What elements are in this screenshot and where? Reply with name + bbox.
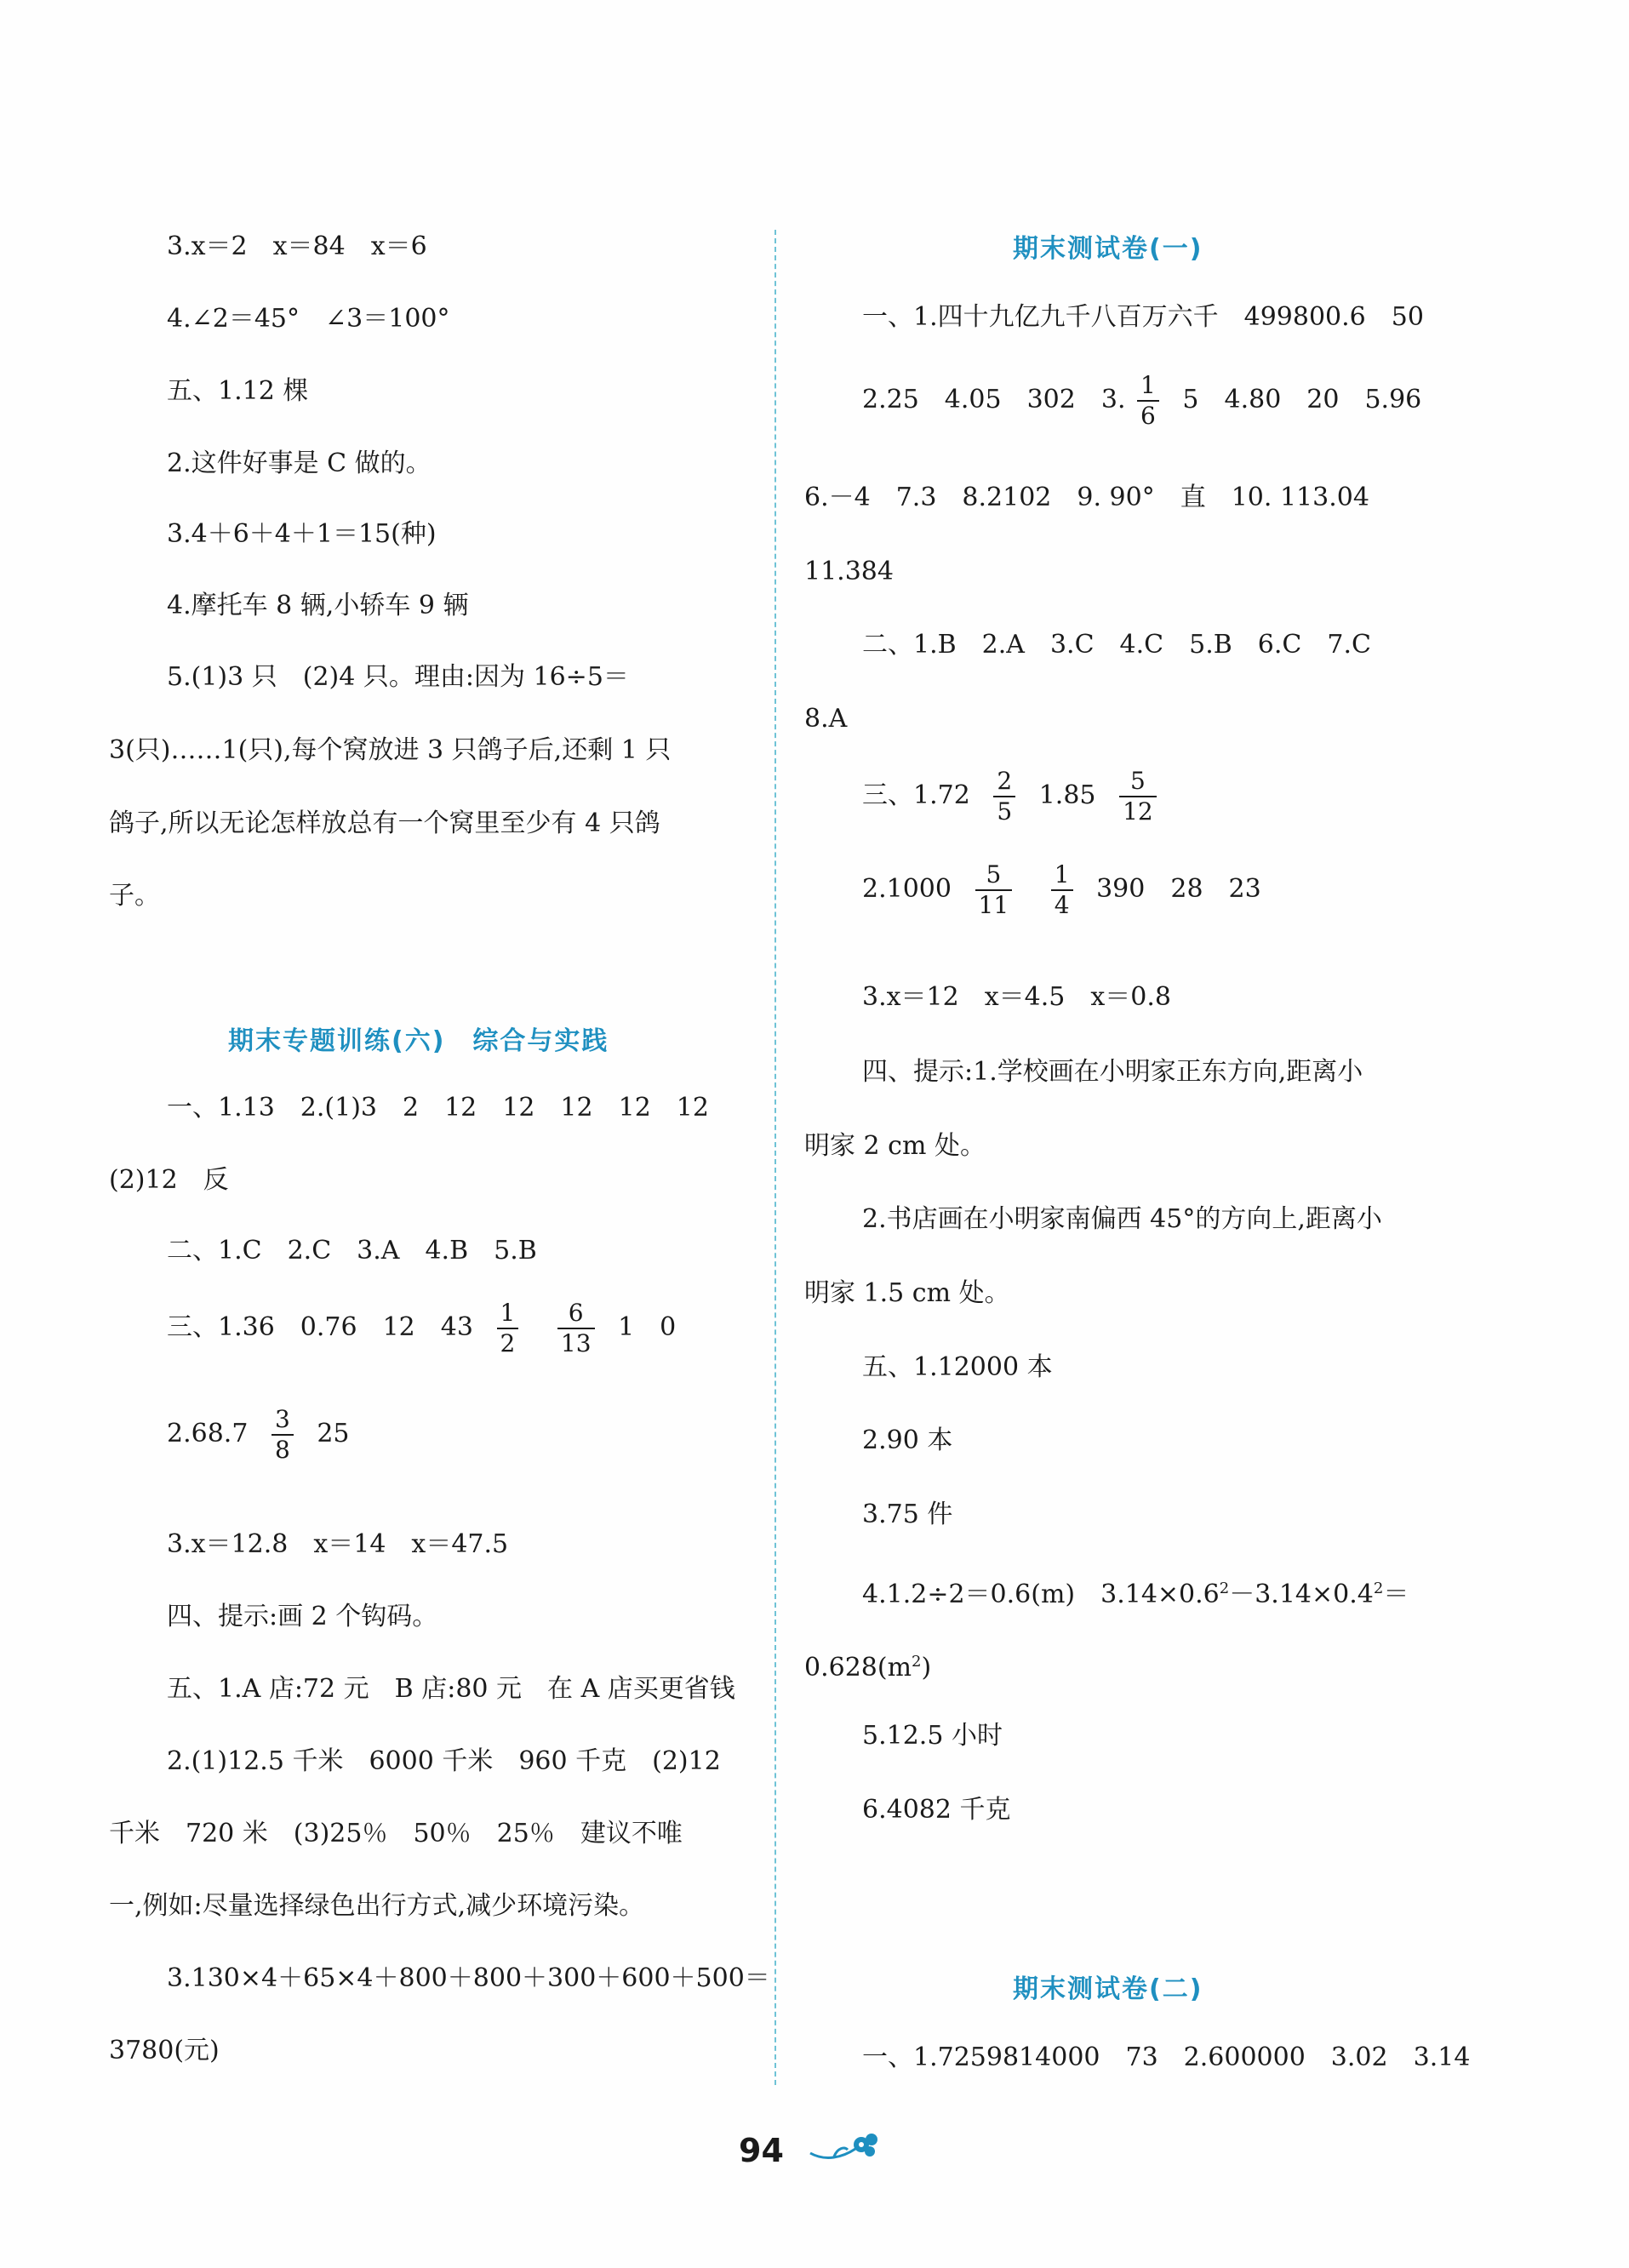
answer-line: 3780(元) xyxy=(109,2036,220,2065)
denominator: 4 xyxy=(1054,891,1070,919)
section-title: 期末专题训练(六) 综合与实践 xyxy=(228,1026,609,1056)
answer-line xyxy=(862,366,1421,434)
numerator: 1 xyxy=(1051,860,1073,891)
page-number: 94 xyxy=(739,2132,784,2169)
answer-line: 一,例如:尽量选择绿色出行方式,减少环境污染。 xyxy=(109,1891,645,1921)
answer-text: 390 28 23 xyxy=(1096,874,1261,904)
answer-line: 8.A xyxy=(804,704,848,734)
fraction xyxy=(557,1299,595,1358)
flower-ornament-icon xyxy=(809,2128,885,2174)
answer-line: 4.摩托车 8 辆,小轿车 9 辆 xyxy=(167,591,469,620)
answer-line: 一、1.7259814000 73 2.600000 3.02 3.14 xyxy=(862,2042,1471,2072)
answer-text: 1.85 xyxy=(1038,780,1096,810)
answer-text: －3.14×0.4 xyxy=(1229,1580,1374,1609)
answer-text: 2.1000 xyxy=(862,874,952,904)
answer-line xyxy=(804,1645,931,1685)
numerator: 1 xyxy=(497,1299,519,1329)
fraction xyxy=(993,767,1015,826)
fraction xyxy=(1051,860,1073,920)
answer-line xyxy=(167,1294,676,1362)
answer-line: 明家 2 cm 处。 xyxy=(804,1131,986,1161)
answer-text: 1 0 xyxy=(618,1312,677,1342)
numerator: 5 xyxy=(1119,767,1157,797)
answer-text: 2.68.7 xyxy=(167,1419,249,1448)
fraction xyxy=(497,1299,519,1358)
answer-text: 25 xyxy=(317,1419,350,1448)
denominator: 6 xyxy=(1140,402,1156,430)
answer-line: 11.384 xyxy=(804,557,894,586)
answer-line: 一、1.13 2.(1)3 2 12 12 12 12 12 xyxy=(167,1093,709,1123)
answer-line xyxy=(862,762,1172,830)
numerator: 5 xyxy=(975,860,1013,891)
answer-line xyxy=(862,1572,1409,1612)
answer-line: 二、1.B 2.A 3.C 4.C 5.B 6.C 7.C xyxy=(862,630,1371,660)
answer-line: (2)12 反 xyxy=(109,1165,229,1195)
answer-line: 3.4＋6＋4＋1＝15(种) xyxy=(167,519,437,549)
fraction xyxy=(272,1405,294,1465)
fraction xyxy=(975,860,1013,920)
answer-line: 子。 xyxy=(109,881,160,911)
fraction xyxy=(1119,767,1157,826)
answer-line: 6.－4 7.3 8.2102 9. 90° 直 10. 113.04 xyxy=(804,483,1369,512)
answer-line: 千米 720 米 (3)25％ 50％ 25％ 建议不唯 xyxy=(109,1819,683,1848)
answer-text: 三、1.72 xyxy=(862,780,970,810)
section-title: 期末测试卷(二) xyxy=(1013,1974,1203,2004)
denominator: 2 xyxy=(500,1329,516,1357)
denominator: 5 xyxy=(997,797,1013,826)
answer-line: 3.x＝12.8 x＝14 x＝47.5 xyxy=(167,1529,509,1559)
answer-line: 3.x＝2 x＝84 x＝6 xyxy=(167,231,427,261)
numerator: 3 xyxy=(272,1405,294,1436)
answer-line: 五、1.A 店:72 元 B 店:80 元 在 A 店买更省钱 xyxy=(167,1674,735,1704)
answer-line xyxy=(167,1400,350,1468)
denominator: 12 xyxy=(1123,797,1153,826)
superscript: 2 xyxy=(912,1653,922,1671)
superscript: 2 xyxy=(1373,1580,1384,1597)
answer-line: 2.这件好事是 C 做的。 xyxy=(167,448,432,478)
answer-line: 四、提示:画 2 个钩码。 xyxy=(167,1602,438,1631)
answer-line: 3.75 件 xyxy=(862,1500,953,1529)
answer-text: ＝ xyxy=(1383,1580,1409,1609)
answer-line: 五、1.12 棵 xyxy=(167,376,309,406)
answer-text: 2.25 4.05 302 3. xyxy=(862,385,1126,414)
answer-line: 2.(1)12.5 千米 6000 千米 960 千克 (2)12 xyxy=(167,1746,721,1776)
denominator: 11 xyxy=(978,891,1009,919)
answer-line: 明家 1.5 cm 处。 xyxy=(804,1278,1010,1308)
section-title: 期末测试卷(一) xyxy=(1013,234,1203,264)
answer-text: 三、1.36 0.76 12 43 xyxy=(167,1312,473,1342)
numerator: 6 xyxy=(557,1299,595,1329)
answer-line: 五、1.12000 本 xyxy=(862,1352,1053,1382)
answer-line: 3.130×4＋65×4＋800＋800＋300＋600＋500＝ xyxy=(167,1963,770,1993)
answer-text: 4.1.2÷2＝0.6(m) 3.14×0.6 xyxy=(862,1580,1220,1609)
answer-line: 二、1.C 2.C 3.A 4.B 5.B xyxy=(167,1236,537,1265)
answer-line: 3.x＝12 x＝4.5 x＝0.8 xyxy=(862,982,1171,1012)
numerator: 1 xyxy=(1137,371,1159,402)
column-divider xyxy=(774,230,776,2085)
answer-text: 5 4.80 20 5.96 xyxy=(1182,385,1422,414)
fraction xyxy=(1137,371,1159,431)
denominator: 13 xyxy=(560,1329,592,1357)
answer-text: ) xyxy=(921,1653,932,1682)
answer-line xyxy=(862,855,1261,923)
answer-line: 一、1.四十九亿九千八百万六千 499800.6 50 xyxy=(862,302,1424,332)
numerator: 2 xyxy=(993,767,1015,797)
answer-line: 2.书店画在小明家南偏西 45°的方向上,距离小 xyxy=(862,1204,1382,1234)
answer-line: 四、提示:1.学校画在小明家正东方向,距离小 xyxy=(862,1057,1363,1087)
answer-text: 0.628(m xyxy=(804,1653,912,1682)
answer-line: 5.(1)3 只 (2)4 只。理由:因为 16÷5＝ xyxy=(167,662,629,692)
answer-line: 3(只)……1(只),每个窝放进 3 只鸽子后,还剩 1 只 xyxy=(109,735,672,765)
answer-line: 鸽子,所以无论怎样放总有一个窝里至少有 4 只鸽 xyxy=(109,808,660,838)
superscript: 2 xyxy=(1219,1580,1230,1597)
answer-line: 6.4082 千克 xyxy=(862,1795,1011,1825)
answer-line: 5.12.5 小时 xyxy=(862,1721,1003,1751)
denominator: 8 xyxy=(274,1436,290,1464)
answer-line: 2.90 本 xyxy=(862,1425,953,1455)
answer-line: 4.∠2＝45° ∠3＝100° xyxy=(167,304,450,334)
